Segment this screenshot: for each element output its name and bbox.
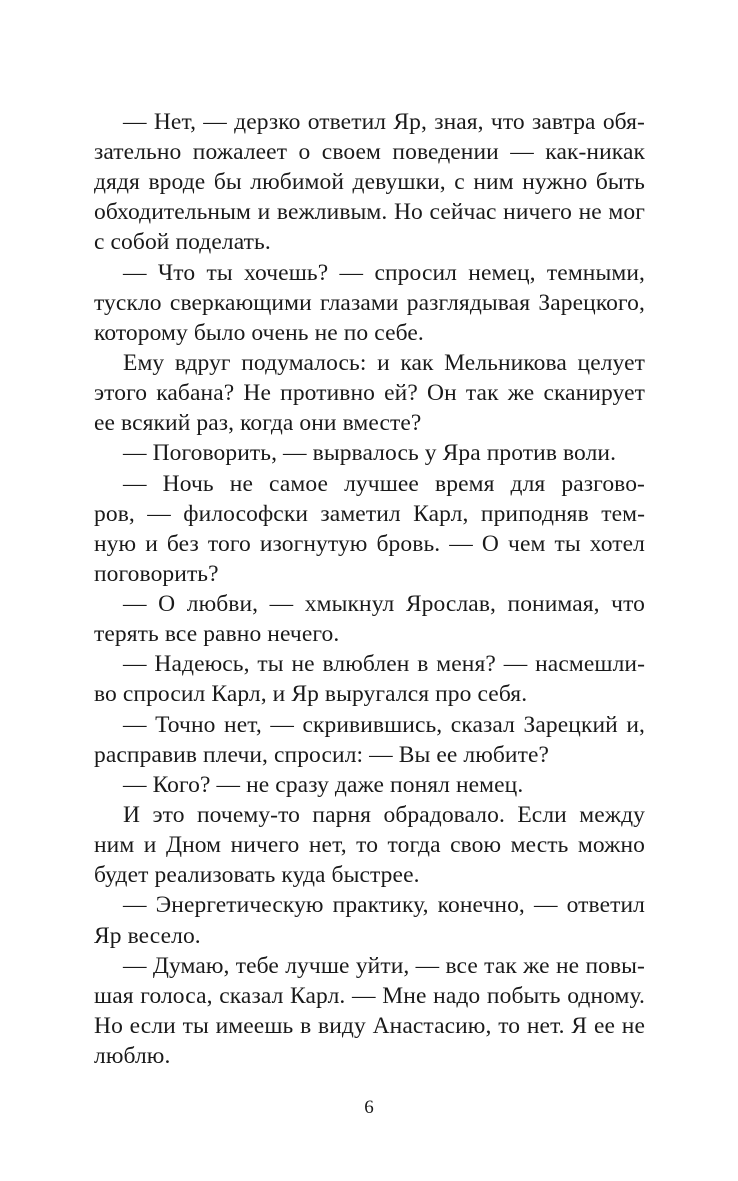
text-line: зательно пожалеет о своем поведении — как-никак — [94, 139, 645, 165]
text-line: Яр весело. — [94, 923, 201, 949]
text-line: обходительным и вежливым. Но сейчас ничего не мог — [94, 199, 645, 225]
text-line: которому было очень не по себе. — [94, 320, 424, 346]
text-line: — Думаю, тебе лучше уйти, — все так же не повы- — [123, 953, 645, 979]
text-line: ним и Дном ничего нет, то тогда свою месть можно — [94, 832, 645, 858]
text-line: шая голоса, сказал Карл. — Мне надо побыть одному. — [94, 983, 645, 1009]
text-line: — Что ты хочешь? — спросил немец, темными, — [123, 260, 645, 286]
text-line: — Кого? — не сразу даже понял немец. — [123, 772, 524, 798]
text-line: поговорить? — [94, 561, 219, 587]
text-line: — Ночь не самое лучшее время для разгово- — [123, 471, 645, 497]
text-line: — О любви, — хмыкнул Ярослав, понимая, что — [123, 591, 645, 617]
text-line: ров, — философски заметил Карл, приподняв тем- — [94, 501, 645, 527]
text-line: тускло сверкающими глазами разглядывая Зарецкого, — [94, 290, 645, 316]
text-line: — Надеюсь, ты не влюблен в меня? — насмешли- — [123, 651, 645, 677]
text-line: люблю. — [94, 1043, 171, 1069]
text-line: ную и без того изогнутую бровь. — О чем ты хотел — [94, 531, 645, 557]
text-line: — Поговорить, — вырвалось у Яра против воли. — [123, 440, 617, 466]
text-line: будет реализовать куда быстрее. — [94, 862, 420, 888]
text-line: И это почему-то парня обрадовало. Если между — [123, 802, 645, 828]
text-line: терять все равно нечего. — [94, 621, 340, 647]
text-line: — Нет, — дерзко ответил Яр, зная, что завтра обя- — [123, 109, 645, 135]
text-line: — Энергетическую практику, конечно, — ответил — [123, 892, 645, 918]
text-line: дядя вроде бы любимой девушки, с ним нужно быть — [94, 169, 645, 195]
text-line: ее всякий раз, когда они вместе? — [94, 410, 422, 436]
text-line: расправив плечи, спросил: — Вы ее любите? — [94, 742, 550, 768]
text-line: во спросил Карл, и Яр выругался про себя. — [94, 681, 528, 707]
text-line: этого кабана? Не противно ей? Он так же сканирует — [94, 380, 645, 406]
text-line: Но если ты имеешь в виду Анастасию, то нет. Я ее не — [94, 1013, 645, 1039]
text-line: — Точно нет, — скривившись, сказал Зарецкий и, — [123, 712, 645, 738]
text-line: Ему вдруг подумалось: и как Мельникова целует — [123, 350, 645, 376]
text-line: с собой поделать. — [94, 229, 271, 255]
page-number: 6 — [364, 1097, 374, 1118]
